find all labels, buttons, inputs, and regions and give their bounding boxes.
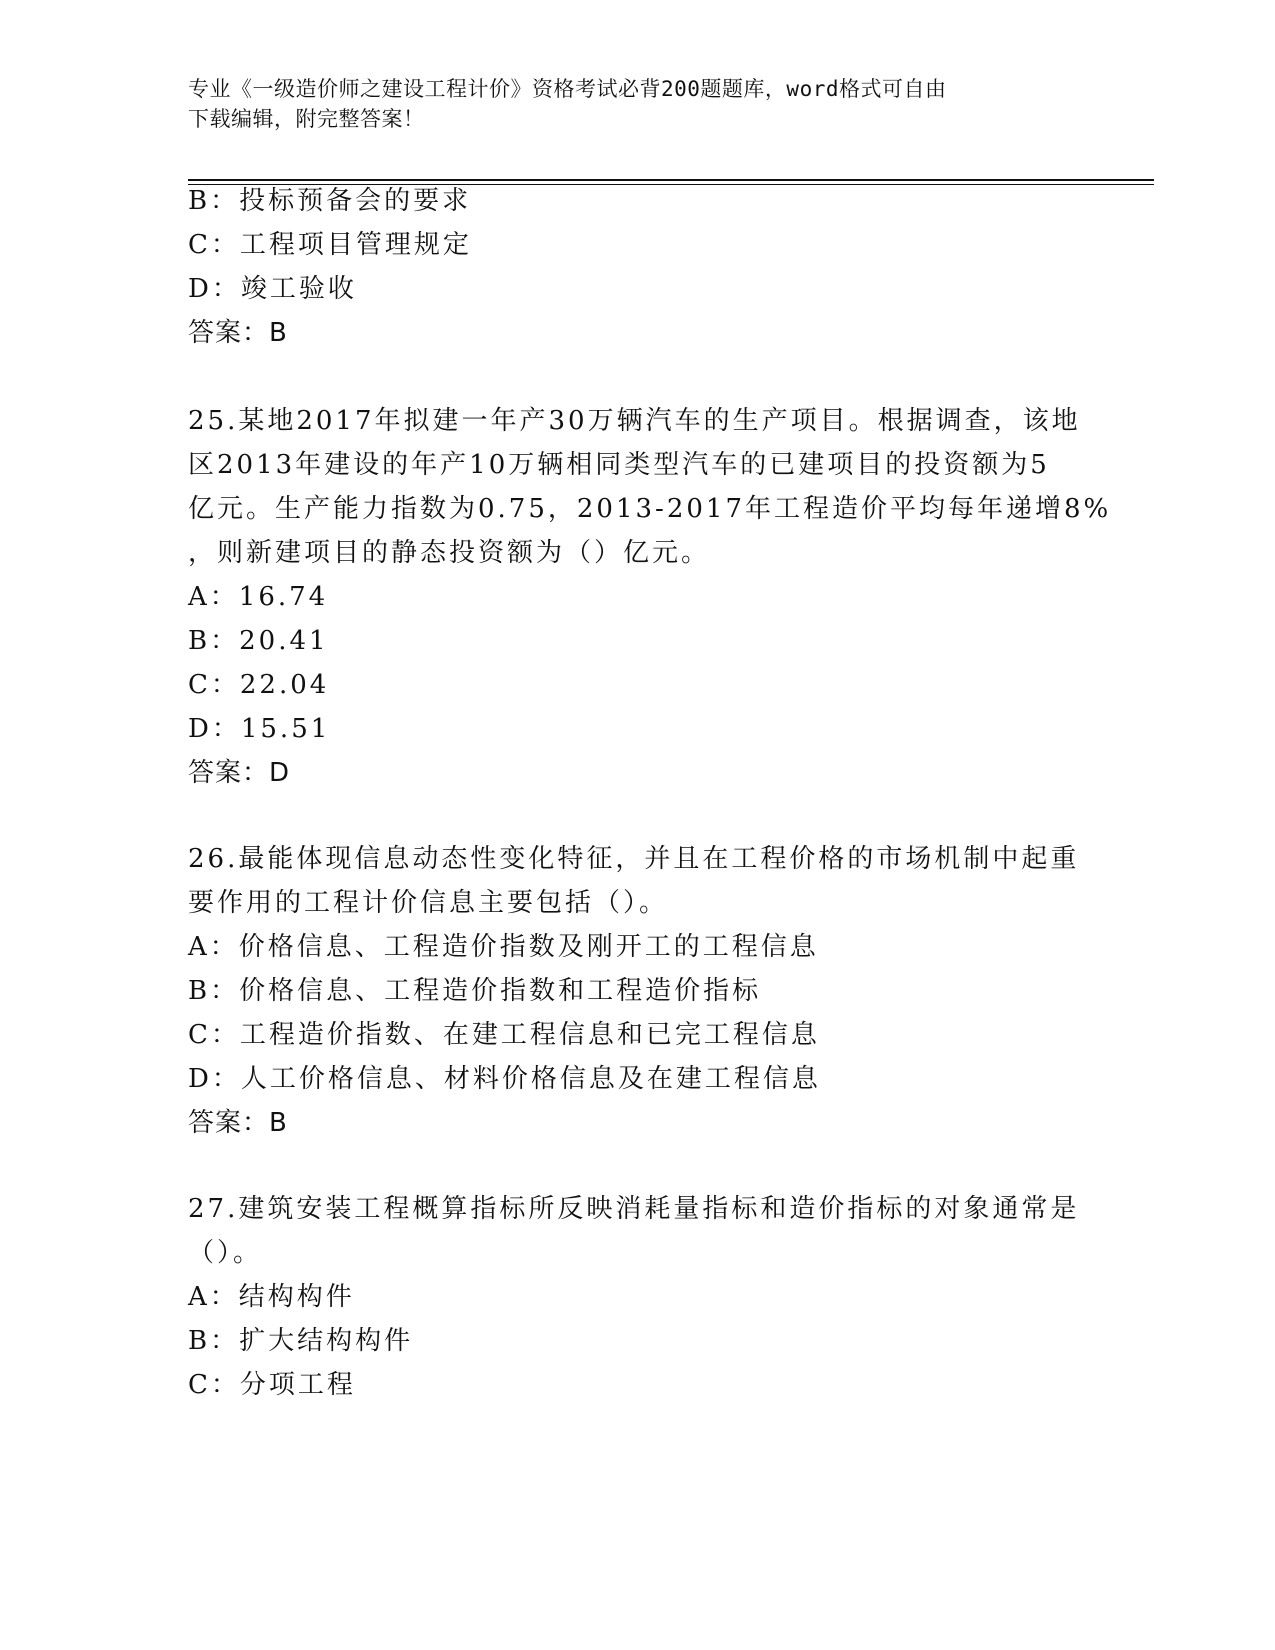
question-26-option-c: C：工程造价指数、在建工程信息和已完工程信息 (188, 1020, 820, 1050)
question-26-text-line-1: 26.最能体现信息动态性变化特征，并且在工程价格的市场机制中起重 (188, 844, 1080, 874)
question-25-text-line-4: ，则新建项目的静态投资额为（）亿元。 (188, 538, 711, 568)
document-header (188, 74, 1088, 134)
question-25-option-a: A：16.74 (188, 582, 329, 612)
question-27-text-line-2: （）。 (188, 1238, 263, 1268)
option-c: C：工程项目管理规定 (188, 230, 472, 260)
question-27-option-a: A：结构构件 (188, 1282, 355, 1312)
question-27-option-b: B：扩大结构构件 (188, 1326, 414, 1356)
question-26-answer: 答案：B (188, 1108, 288, 1138)
answer-line: 答案：B (188, 318, 288, 348)
option-d: D：竣工验收 (188, 274, 357, 304)
question-25-option-d: D：15.51 (188, 714, 331, 744)
question-26-option-d: D：人工价格信息、材料价格信息及在建工程信息 (188, 1064, 821, 1094)
question-25-text-line-3: 亿元。生产能力指数为0.75，2013-2017年工程造价平均每年递增8% (188, 494, 1112, 524)
question-27-text-line-1: 27.建筑安装工程概算指标所反映消耗量指标和造价指标的对象通常是 (188, 1194, 1080, 1224)
question-25-option-b: B：20.41 (188, 626, 329, 656)
header-title-line-2: 下载编辑，附完整答案！ (188, 107, 425, 131)
question-25-text-line-1: 25.某地2017年拟建一年产30万辆汽车的生产项目。根据调查，该地 (188, 406, 1081, 436)
option-b: B：投标预备会的要求 (188, 186, 472, 216)
question-26-text-line-2: 要作用的工程计价信息主要包括（）。 (188, 888, 669, 918)
header-divider-thick (188, 179, 1154, 181)
question-25-option-c: C：22.04 (188, 670, 330, 700)
question-25-answer: 答案：D (188, 758, 291, 788)
question-25-text-line-2: 区2013年建设的年产10万辆相同类型汽车的已建项目的投资额为5 (188, 450, 1050, 480)
header-title-line-1: 专业《一级造价师之建设工程计价》资格考试必背200题题库，word格式可自由 (188, 77, 947, 101)
question-26-option-a: A：价格信息、工程造价指数及刚开工的工程信息 (188, 932, 819, 962)
question-26-option-b: B：价格信息、工程造价指数和工程造价指标 (188, 976, 762, 1006)
question-27-option-c: C：分项工程 (188, 1370, 356, 1400)
